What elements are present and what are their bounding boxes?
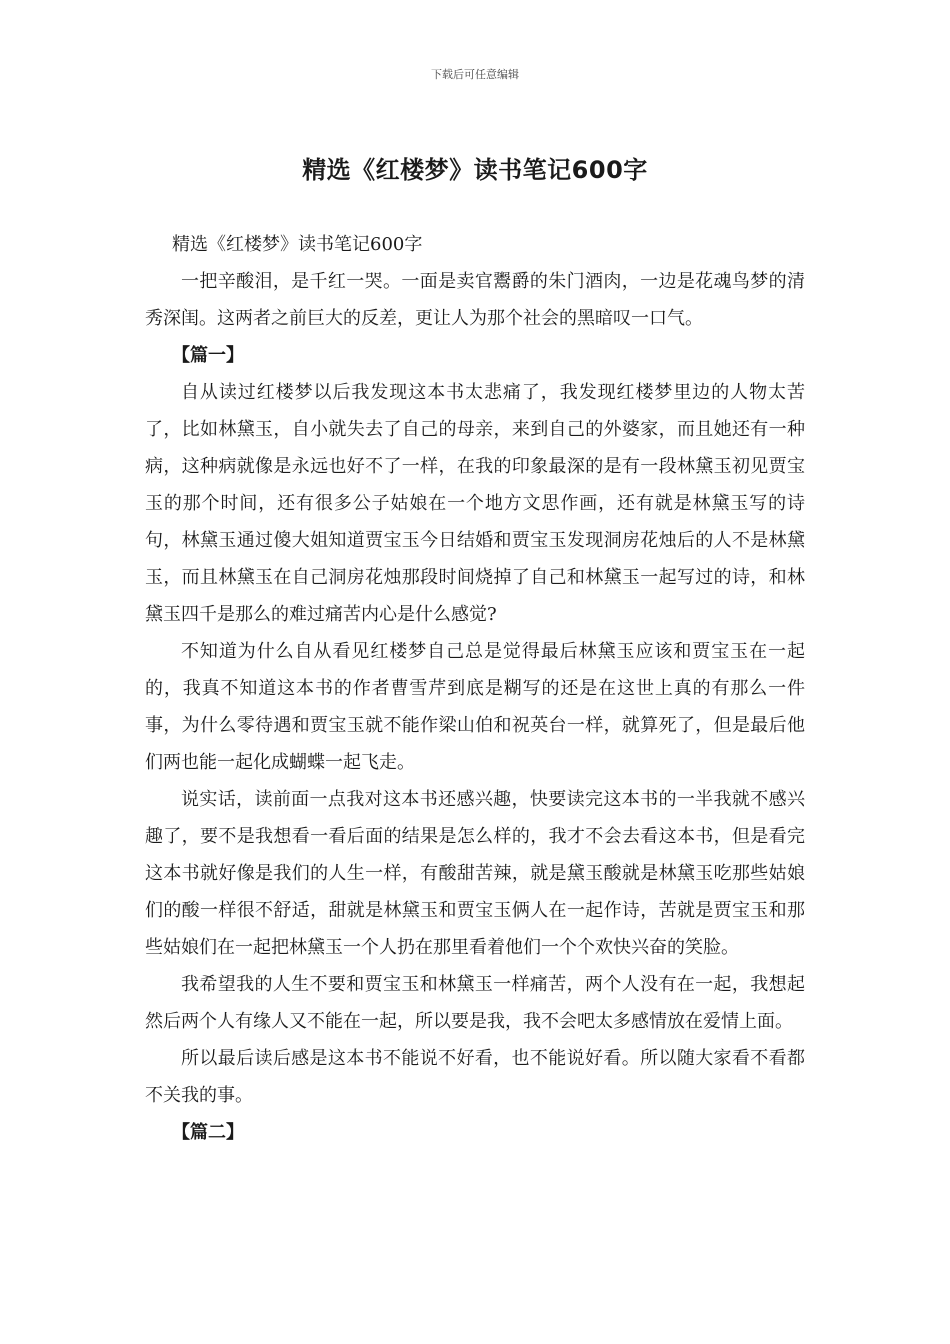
- paragraph: 不知道为什么自从看见红楼梦自己总是觉得最后林黛玉应该和贾宝玉在一起的，我真不知道这本书的作者曹雪芹到底是糊写的还是在这世上真的有那么一件事，为什么零待遇和贾宝玉就不能作梁山伯和祝英台一样，就算死了，但是最后他们两也能一起化成蝴蝶一起飞走。: [145, 641, 805, 773]
- paragraph: 自从读过红楼梦以后我发现这本书太悲痛了，我发现红楼梦里边的人物太苦了，比如林黛玉，自小就失去了自己的母亲，来到自己的外婆家，而且她还有一种病，这种病就像是永远也好不了一样，在我的印象最深的是有一段林黛玉初见贾宝玉的那个时间，还有很多公子姑娘在一个地方文思作画，还有就是林黛玉写的诗句，林黛玉通过傻大姐知道贾宝玉今日结婚和贾宝玉发现洞房花烛后的人不是林黛玉，而且林黛玉在自己洞房花烛那段时间烧掉了自己和林黛玉一起写过的诗，和林黛玉四千是那么的难过痛苦内心是什么感觉?: [145, 382, 805, 625]
- paragraph: 我希望我的人生不要和贾宝玉和林黛玉一样痛苦，两个人没有在一起，我想起然后两个人有缘人又不能在一起，所以要是我，我不会吧太多感情放在爱情上面。: [145, 974, 805, 1032]
- section-heading: 【篇二】: [172, 1122, 244, 1143]
- document-title: 精选《红楼梦》读书笔记600字: [302, 156, 648, 184]
- document-body: [145, 226, 805, 1151]
- lead-paragraph: 精选《红楼梦》读书笔记600字: [172, 234, 423, 255]
- header-note: 下载后可任意编辑: [431, 68, 519, 81]
- paragraph: 说实话，读前面一点我对这本书还感兴趣，快要读完这本书的一半我就不感兴趣了，要不是我想看一看后面的结果是怎么样的，我才不会去看这本书，但是看完这本书就好像是我们的人生一样，有酸甜苦辣，就是黛玉酸就是林黛玉吃那些姑娘们的酸一样很不舒适，甜就是林黛玉和贾宝玉俩人在一起作诗，苦就是贾宝玉和那些姑娘们在一起把林黛玉一个人扔在那里看着他们一个个欢快兴奋的笑脸。: [145, 789, 805, 958]
- section-heading: 【篇一】: [172, 345, 244, 366]
- paragraph: 所以最后读后感是这本书不能说不好看，也不能说好看。所以随大家看不看都不关我的事。: [145, 1048, 805, 1106]
- paragraph: 一把辛酸泪，是千红一哭。一面是卖官鬻爵的朱门酒肉，一边是花魂鸟梦的清秀深闺。这两者之前巨大的反差，更让人为那个社会的黑暗叹一口气。: [145, 271, 805, 329]
